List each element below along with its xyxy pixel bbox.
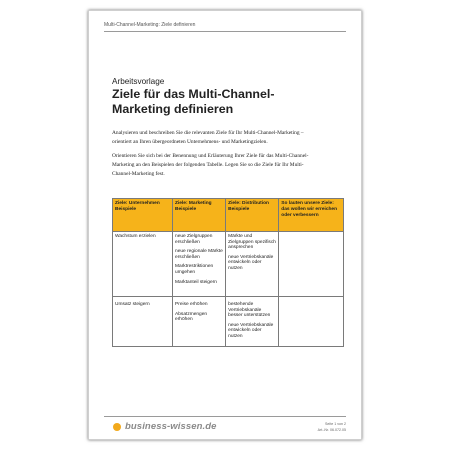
document-title: Ziele für das Multi-Channel-Marketing definieren bbox=[112, 87, 275, 116]
header-marketing-goals bbox=[173, 199, 226, 232]
header-distribution-goals bbox=[226, 199, 279, 232]
list-item: bestehende Vertriebskanäle besser unterstützen bbox=[228, 302, 271, 319]
intro-paragraph-1: Analysieren und beschreiben Sie die relevanten Ziele für Ihr Multi-Channel-Marketing – orientiert an Ihren übergeordneten Unternehmens- und Marketingzielen. bbox=[112, 130, 304, 145]
header-our-goals bbox=[279, 199, 344, 232]
cell-company-goal: Umsatz steigern bbox=[113, 297, 173, 347]
list-item: neue Vertriebskanäle entwickeln oder nutzen bbox=[228, 254, 274, 271]
footer-divider bbox=[104, 416, 346, 417]
table-header-row bbox=[113, 199, 344, 232]
cell-distribution-examples bbox=[226, 232, 279, 297]
article-number: Art.-Nr. 06.072.05 bbox=[317, 428, 346, 432]
list-item: Marktrestriktionen umgehen bbox=[175, 264, 214, 275]
list-item: neue Vertriebskanäle entwickeln oder nutzen bbox=[228, 322, 274, 339]
header-divider bbox=[104, 31, 346, 32]
header-sublabel: Beispiele bbox=[175, 207, 197, 213]
table-row bbox=[113, 297, 344, 347]
document-page bbox=[88, 10, 362, 440]
cell-company-goal: Wachstum erzielen bbox=[113, 232, 173, 297]
brand-logo[interactable] bbox=[113, 421, 217, 432]
cell-distribution-examples bbox=[226, 297, 279, 347]
goals-table bbox=[112, 198, 344, 347]
intro-text bbox=[112, 129, 322, 184]
logo-text: business-wissen.de bbox=[125, 421, 217, 432]
list-item: Marktanteil steigern bbox=[175, 279, 217, 285]
list-item: neue Zielgruppen erschließen bbox=[175, 234, 213, 245]
cell-our-goals[interactable] bbox=[279, 232, 344, 297]
running-header: Multi-Channel-Marketing: Ziele definieren bbox=[104, 22, 196, 28]
cell-marketing-examples bbox=[173, 297, 226, 347]
header-company-goals bbox=[113, 199, 173, 232]
list-item: Absatzmengen erhöhen bbox=[175, 311, 208, 323]
document-subtitle: Arbeitsvorlage bbox=[112, 77, 165, 86]
header-label: Ziele: Unternehmen bbox=[115, 201, 160, 206]
logo-dot-icon bbox=[113, 423, 121, 431]
header-label: Ziele: Marketing bbox=[175, 201, 212, 206]
list-item: Preise erhöhen bbox=[175, 302, 208, 307]
header-label: So lauten unsere Ziele: das wollen wir erreichen oder verbessern bbox=[281, 201, 338, 219]
header-sublabel: Beispiele bbox=[115, 207, 137, 213]
list-item: neue regionale Märkte erschließen bbox=[175, 249, 223, 260]
page-info bbox=[318, 421, 346, 433]
table-row bbox=[113, 232, 344, 297]
header-label: Ziele: Distribution bbox=[228, 201, 269, 206]
list-item: Märkte und Zielgruppen spezifisch ansprechen bbox=[228, 234, 276, 251]
header-sublabel: Beispiele bbox=[228, 207, 250, 213]
cell-marketing-examples bbox=[173, 232, 226, 297]
cell-our-goals[interactable] bbox=[279, 297, 344, 347]
page-number: Seite 1 von 2 bbox=[325, 422, 346, 426]
intro-paragraph-2: Orientieren Sie sich bei der Benennung und Erläuterung Ihrer Ziele für das Multi-Channel-Marketing an den Beispielen der folgenden Tabelle. Legen Sie so die Ziele für Ihr Multi-Channel-Marketing fest. bbox=[112, 153, 309, 177]
